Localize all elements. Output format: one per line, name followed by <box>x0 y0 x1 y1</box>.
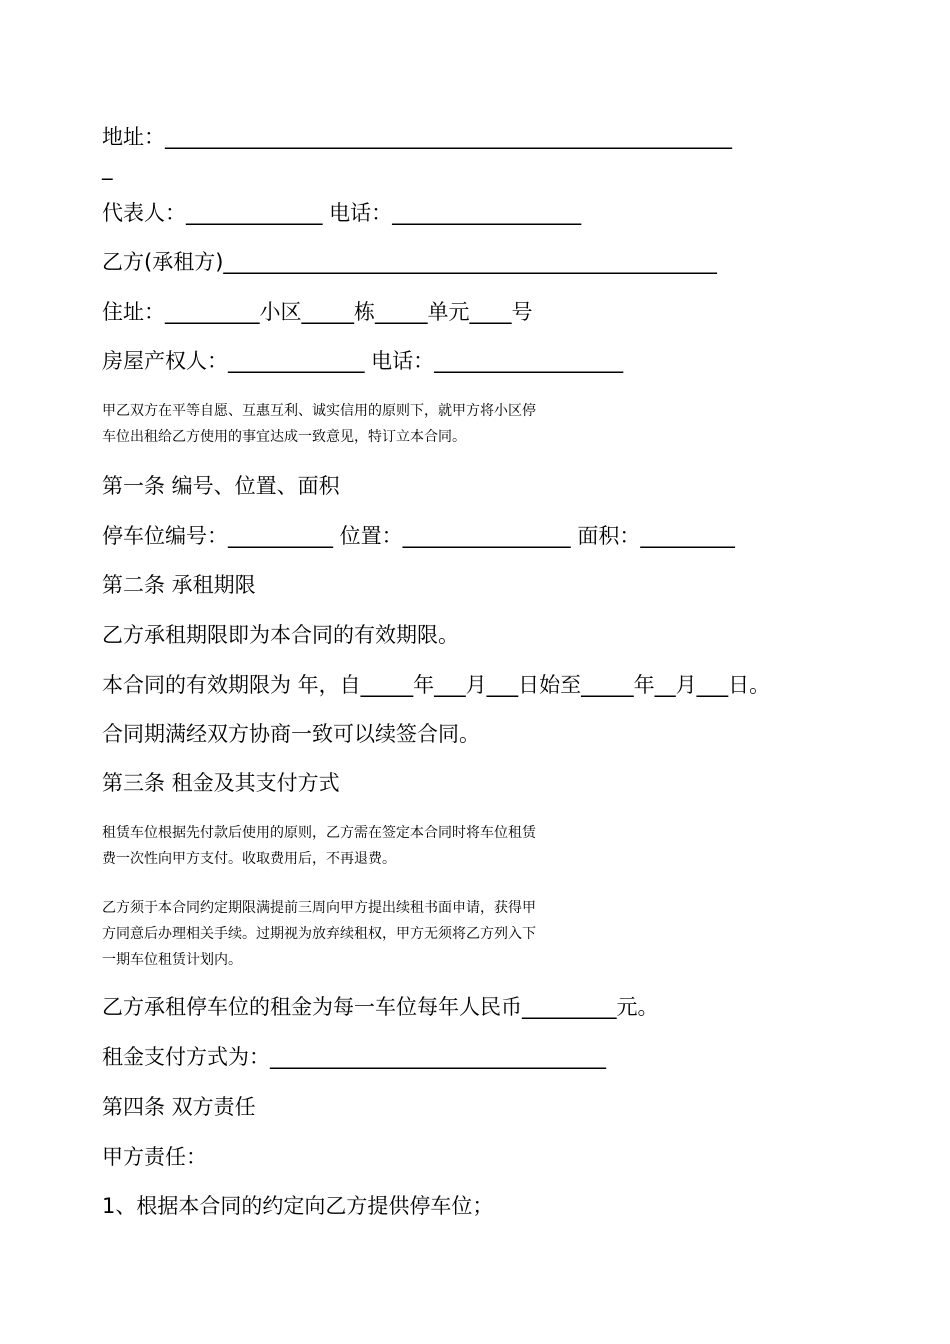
rent-paragraph-1 <box>102 820 862 872</box>
representative-phone-line: 代表人：_____________ 电话：__________________ <box>102 201 582 225</box>
intro-paragraph <box>102 398 862 450</box>
annual-rent-line: 乙方承租停车位的租金为每一车位每年人民币_________元。 <box>102 995 659 1019</box>
article-4-heading: 第四条 双方责任 <box>102 1095 256 1119</box>
parking-spot-info-line: 停车位编号：__________ 位置：________________ 面积：_________ <box>102 524 735 548</box>
rent-paragraph-2-line-3: 一期车位租赁计划内。 <box>102 952 242 968</box>
residence-address-line: 住址：_________小区_____栋_____单元____号 <box>102 300 533 324</box>
intro-line-2: 车位出租给乙方使用的事宜达成一致意见，特订立本合同。 <box>102 429 466 445</box>
duty-item-1: 1、根据本合同的约定向乙方提供停车位； <box>102 1194 494 1218</box>
rent-paragraph-2-line-1: 乙方须于本合同约定期限满提前三周向甲方提出续租书面申请，获得甲 <box>102 900 536 916</box>
intro-line-1: 甲乙双方在平等自愿、互惠互利、诚实信用的原则下，就甲方将小区停 <box>102 403 536 419</box>
article-2-heading: 第二条 承租期限 <box>102 573 256 597</box>
party-a-address-line: 地址：______________________________________________________ <box>102 125 732 149</box>
lease-term-line-1: 乙方承租期限即为本合同的有效期限。 <box>102 623 459 647</box>
party-a-duty-heading: 甲方责任： <box>102 1145 207 1169</box>
party-a-address-overflow: _ <box>102 156 113 180</box>
property-owner-line: 房屋产权人：_____________ 电话：__________________ <box>102 349 624 373</box>
lease-renewal-line: 合同期满经双方协商一致可以续签合同。 <box>102 722 480 746</box>
payment-method-line: 租金支付方式为：________________________________ <box>102 1045 606 1069</box>
lease-term-dates-line: 本合同的有效期限为 年，自_____年___月___日始至_____年__月___日。 <box>102 673 771 697</box>
rent-paragraph-2-line-2: 方同意后办理相关手续。过期视为放弃续租权，甲方无须将乙方列入下 <box>102 926 536 942</box>
rent-paragraph-1-line-1: 租赁车位根据先付款后使用的原则，乙方需在签定本合同时将车位租赁 <box>102 825 536 841</box>
rent-paragraph-1-line-2: 费一次性向甲方支付。收取费用后，不再退费。 <box>102 851 396 867</box>
rent-paragraph-2 <box>102 895 862 973</box>
article-1-heading: 第一条 编号、位置、面积 <box>102 474 340 498</box>
party-b-line: 乙方(承租方)_______________________________________________ <box>102 250 717 274</box>
article-3-heading: 第三条 租金及其支付方式 <box>102 771 340 795</box>
